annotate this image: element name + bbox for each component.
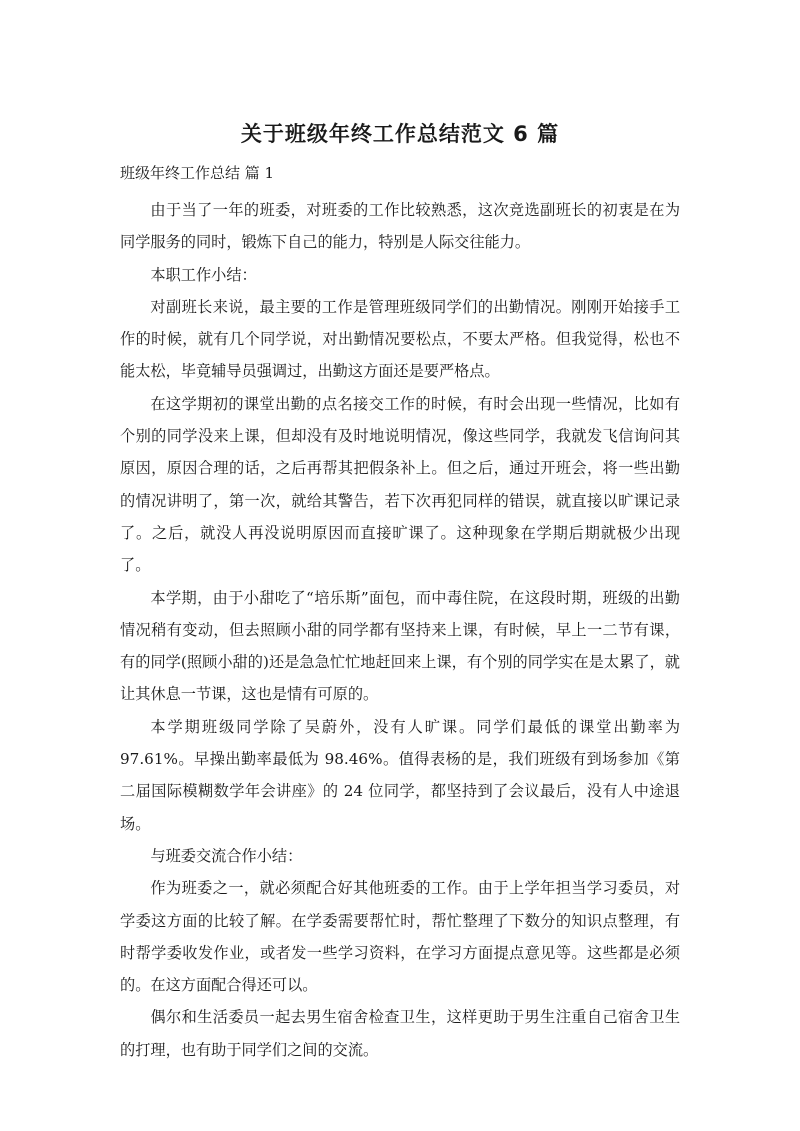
paragraph-heading: 与班委交流合作小结： — [150, 846, 303, 865]
paragraph-heading: 本职工作小结： — [150, 265, 257, 284]
paragraph: 在这学期初的课堂出勤的点名接交工作的时候，有时会出现一些情况，比如有个别的同学没来上课，但却没有及时地说明情况，像这些同学，我就发飞信询问其原因，原因合理的话，之后再帮其把假条补上。但之后，通过开班会，将一些出勤的情况讲明了，第一次，就给其警告，若下次再犯同样的错误，就直接以旷课记录了。之后，就没人再没说明原因而直接旷课了。这种现象在学期后期就极少出现了。 — [120, 394, 680, 575]
document-body — [120, 194, 680, 1066]
document-title: 关于班级年终工作总结范文 6 篇 — [240, 122, 560, 146]
paragraph: 本学期班级同学除了吴蔚外，没有人旷课。同学们最低的课堂出勤率为 97.61%。早操出勤率最低为 98.46%。值得表杨的是，我们班级有到场参加《第二届国际模糊数学年会讲座》的 24 位同学，都坚持到了会议最后，没有人中途退场。 — [120, 717, 680, 833]
paragraph: 本学期，由于小甜吃了“培乐斯”面包，而中毒住院，在这段时期，班级的出勤情况稍有变动，但去照顾小甜的同学都有坚持来上课，有时候，早上一二节有课，有的同学(照顾小甜的)还是急急忙忙地赶回来上课，有个别的同学实在是太累了，就让其休息一节课，这也是情有可原的。 — [120, 588, 680, 704]
paragraph: 作为班委之一，就必须配合好其他班委的工作。由于上学年担当学习委员，对学委这方面的比较了解。在学委需要帮忙时，帮忙整理了下数分的知识点整理，有时帮学委收发作业，或者发一些学习资料，在学习方面提点意见等。这些都是必须的。在这方面配合得还可以。 — [120, 879, 680, 995]
paragraph: 偶尔和生活委员一起去男生宿舍检查卫生，这样更助于男生注重自己宿舍卫生的打理，也有助于同学们之间的交流。 — [120, 1008, 680, 1059]
paragraph: 由于当了一年的班委，对班委的工作比较熟悉，这次竞选副班长的初衷是在为同学服务的同时，锻炼下自己的能力，特别是人际交往能力。 — [120, 201, 680, 252]
paragraph: 对副班长来说，最主要的工作是管理班级同学们的出勤情况。刚刚开始接手工作的时候，就有几个同学说，对出勤情况要松点，不要太严格。但我觉得，松也不能太松，毕竟辅导员强调过，出勤这方面还是要严格点。 — [120, 297, 680, 381]
section-heading: 班级年终工作总结 篇 1 — [120, 164, 275, 182]
